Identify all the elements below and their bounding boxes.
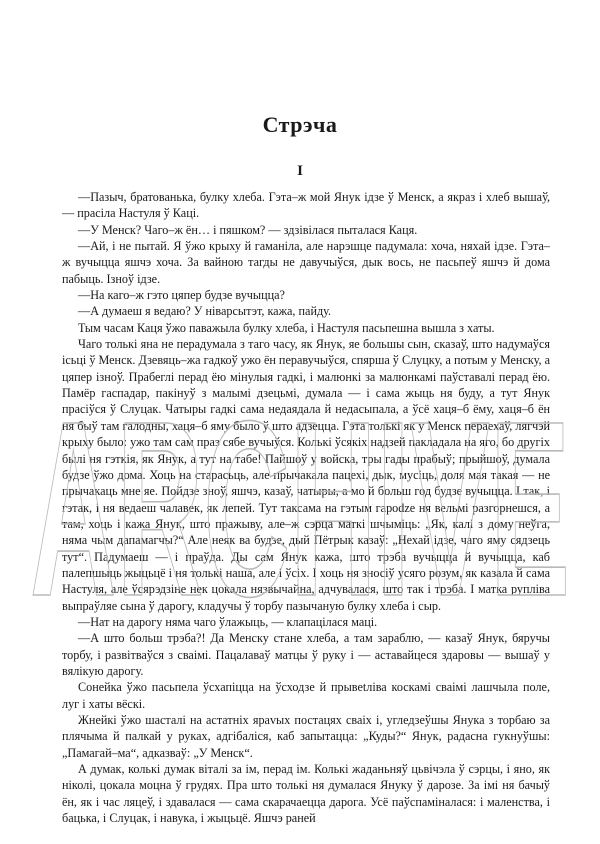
paragraph: А думак, колькі думак віталі за ім, перад ім. Колькі жаданьняў цьвічэла ў сэрцы, і яно, як ніколі, цокала моцна ў грудях. Пра што толькі ня думалася Януку ў дарозе. За імі ня бачыў ён, як і час ляцеў, і здавалася — сама скарачаецца дарога. Усё паўспаміналася: і маленства, і бацька, і Слуцак, і навука, і жыцьцё. Яшчэ раней [62,762,550,826]
paragraph: —А думаеш я ведаю? У ніварсытэт, кажа, пайду. [78,304,332,319]
paragraph: —Нат на дарогу няма чаго ўлажыць, — клапацілася маці. [78,614,378,629]
paragraph: Жнейкі ўжо шасталі на астатніх ярavых постацях сваіх і, угледзеўшы Янука з торбаю за плячыма й палкай у руках, адгібаліся, каб запытацца: „Куды?“ Янук, радасна гукнуўшы: „Памагай–ма“, адказваў: „У Менск“. [62,713,550,760]
paragraph: —Пазыч, братованька, булку хлеба. Гэта–ж мой Янук ідзе ў Менск, а якраз і хлеб вышаў, — прасіла Настуля ў Каці. [62,190,550,221]
chapter-number: I [297,163,303,179]
paragraph: —На каго–ж гэто цяпер будзе вучыцца? [78,288,285,303]
body-text [62,189,550,826]
paragraph: —У Менск? Чаго–ж ён… і пяшком? — здзівілася пыталася Каця. [78,222,418,237]
watermark-text: ARCHIVE [30,369,570,648]
paragraph: —А што больш трэба?! Да Менску стане хлеба, а там зараблю, — казаў Янук, бяручы торбу, і развітваўся з сваімі. Пацалаваў матцы ў руку і — аставайцеся здаровы — вышаў у вялікую дарогу. [62,631,550,678]
paragraph: —Ай, і не пытай. Я ўжо крыху й гаманіла, але нарэшце падумала: хоча, няхай ідзе. Гэта–ж вучыцца яшчэ хоча. За вайною тагды не давучыўся, дык вось, не пасьпеў яшчэ й дома пабыць. Ізноў ідзе. [62,239,550,286]
story-title: Стрэча [262,112,338,137]
paragraph: Чаго толькі яна не перадумала з таго часу, як Янук, яе большы сын, сказаў, што надумаўся ісьці ў Менск. Дзевяць–жа гадкоў ужо ён перавучыўся, спярша ў Слуцку, а потым у Менску, а цяпер ізноў. Прабеглі перад ёю мінулыя гадкі, і малюнкі за малюнкамі паўставалі перад ёю. Памёр гаспадар, пакінуў з малымі дзецьмі, думала — і сама жыць ня буду, а тут Янук прасіўся ў Слуцак. Чатыры гадкі сама недаядала й недасыпала, а ўсё хаця–б ёму, хаця–б ён ня быў там галодны, хаця–б яму было ў што адзецца. Гэта толькі як у Менск пераехаў, лягчэй крыху было: ужо там сам праз сябе вучыўся. Колькі ўсякіх надзей пакладала на яго, бо другіх былі ня гэткія, як Янук, а тут на табе! Пайшоў у войска, тры гады прабыў; прыйшоў, думала будзе ўжо дома. Хоць на старасьць, але прычакала пацехі, дык, мусіць, доля мая такая — не прычакаць мне яе. Пойдзе зноў, яшчэ, казаў, чатыры, а мо й больш год будзе вучыцца. І так, і гэтак, і ня ведаеш чалавек, як лепей. Тут таксама на гэтым гарodze ня вельмі разгорнешся, а там, хоць і кажа Янук, што пражыву, але–ж сэрца маткі шчыміць: „Як, калі з дому неўга, няма чым дапамагчы?“ Але неяк ва будзе, дый Пётрык казаў: „Нехай ідзе, чаго яму сядзець тут“. Падумаеш — і праўда. Ды сам Янук кажа, што трэба вучыцца й вучыцца, каб палепшыць жыцьцё і ня толькі наша, але і ўсіх. І хоць ня зносіў усяго розум, як казала й сама Настуля, але ўсярэдзіне нек цокала нязвычайна, адчувалася, што так і трэба. І матка рупліва выпраўляе сына ў дарогу, кладучы ў торбу пазычаную булку хлеба і сыр. [62,337,550,613]
paragraph: Сонейка ўжо пасьпела ўсхапіцца на ўсходзе й прывеtліва коскамі сваімі лашчыла поле, луг і хаты вёскі. [62,680,550,711]
paragraph: Тым часам Каця ўжо паважыла булку хлеба, і Настуля пасьпешна вышла з хаты. [78,320,495,335]
